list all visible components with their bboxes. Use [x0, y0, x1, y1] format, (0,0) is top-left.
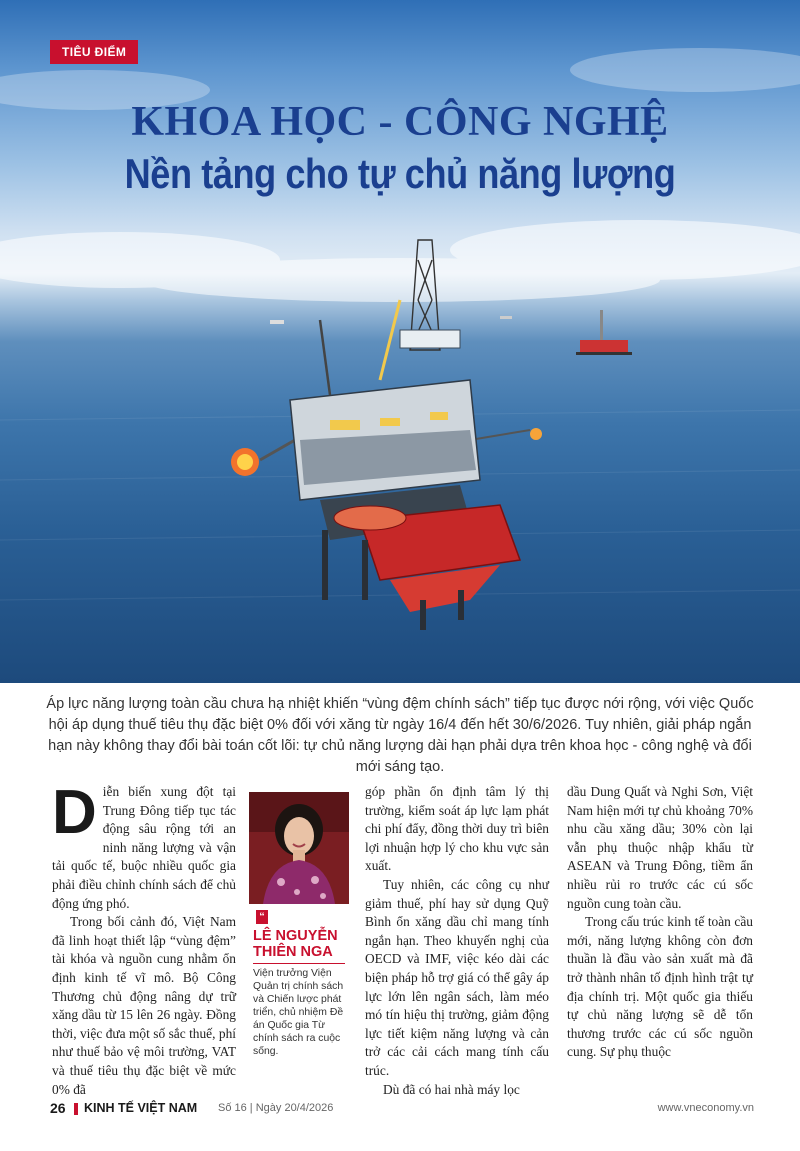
- publication-name: KINH TẾ VIỆT NAM: [84, 1101, 198, 1115]
- body-paragraph: [52, 778, 236, 913]
- profile-name-line-2: THIÊN NGA: [253, 944, 333, 960]
- body-text: iễn biến xung đột tại Trung Đông tiếp tục tác động sâu rộng tới an ninh năng lượng và vận tải quốc tế, buộc nhiều quốc gia phải điều chỉnh chính sách để chủ động ứng phó.: [52, 784, 236, 911]
- headline-line-2: Nền tảng cho tự chủ năng lượng: [124, 150, 676, 197]
- body-column-3: [365, 783, 549, 1099]
- body-paragraph: Dù đã có hai nhà máy lọc: [383, 1081, 520, 1097]
- profile-title: Viện trưởng Viện Quản trị chính sách và Chiến lược phát triển, chủ nhiệm Đề án Quốc gia Từ chính sách ra cuộc sống.: [253, 968, 344, 1057]
- issue-info: Số 16 | Ngày 20/4/2026: [218, 1102, 334, 1114]
- body-paragraph: Trong bối cảnh đó, Việt Nam đã linh hoạt thiết lập “vùng đệm” tài khóa và nguồn cung nhằm ổn định kinh tế vĩ mô. Bộ Công Thương chủ động nâng dự trữ xăng dầu từ 15 lên 26 ngày. Đồng thời, việc đưa một số sắc thuế, phí như thuế bảo vệ môi trường, VAT và thuế tiêu thụ đặc biệt về mức 0% đã: [52, 914, 236, 1097]
- section-tag: TIÊU ĐIỂM: [50, 40, 138, 64]
- website-link[interactable]: www.vneconomy.vn: [657, 1102, 754, 1114]
- body-paragraph: Trong cấu trúc kinh tế toàn cầu mới, năng lượng không còn đơn thuần là đầu vào sản xuất mà đã trở thành nhân tố định hình trật tự địa chính trị. Một quốc gia thiếu tự chủ năng lượng sẽ dễ tổn thương trước các cú sốc nguồn cung. Sự phụ thuộc: [567, 914, 753, 1060]
- portrait-photo: [249, 792, 349, 904]
- page-number: 26: [50, 1100, 66, 1116]
- profile-name: [253, 928, 353, 960]
- body-column-1: [52, 778, 236, 1099]
- body-paragraph: góp phần ổn định tâm lý thị trường, kiểm soát áp lực lạm phát chi phí đẩy, đồng thời duy trì biên lợi nhuận hợp lý cho khu vực sản xuất.: [365, 784, 549, 874]
- headline-line-1: KHOA HỌC - CÔNG NGHỆ: [131, 99, 669, 145]
- body-paragraph: dầu Dung Quất và Nghi Sơn, Việt Nam hiện mới tự chủ khoảng 70% nhu cầu xăng dầu; 30% còn lại vẫn phụ thuộc nhập khẩu từ ASEAN và Trung Đông, tiềm ẩn nhiều rủi ro trước các cú sốc nguồn cung toàn cầu.: [567, 784, 753, 911]
- profile-name-line-1: LÊ NGUYỄN: [253, 928, 338, 944]
- footer-accent-bar: [74, 1103, 78, 1115]
- page-footer: [50, 1100, 754, 1118]
- profile-card: [249, 792, 349, 1057]
- body-column-4: [567, 783, 753, 1062]
- lead-paragraph: Áp lực năng lượng toàn cầu chưa hạ nhiệt khiến “vùng đệm chính sách” tiếp tục được nới rộng, với việc Quốc hội áp dụng thuế tiêu thụ đặc biệt 0% đối với xăng từ ngày 16/4 đến hết 30/6/2026. Tuy nhiên, giải pháp ngắn hạn này không thay đổi bài toán cốt lõi: tự chủ năng lượng dài hạn phải dựa trên khoa học - công nghệ và đổi mới sáng tạo.: [46, 696, 754, 775]
- quote-icon: “: [256, 910, 268, 924]
- profile-divider: [253, 963, 345, 964]
- body-paragraph: Tuy nhiên, các công cụ như giảm thuế, phí hay sử dụng Quỹ Bình ổn xăng dầu chỉ mang tính ngắn hạn. Theo khuyến nghị của OECD và IMF, việc kéo dài các biện pháp hỗ trợ giá có thể gây áp lực lớn lên ngân sách, làm méo mó tín hiệu thị trường, giảm động lực tiết kiệm năng lượng và cản trở các cải cách mang tính cấu trúc.: [365, 876, 549, 1078]
- drop-cap: D: [52, 778, 97, 847]
